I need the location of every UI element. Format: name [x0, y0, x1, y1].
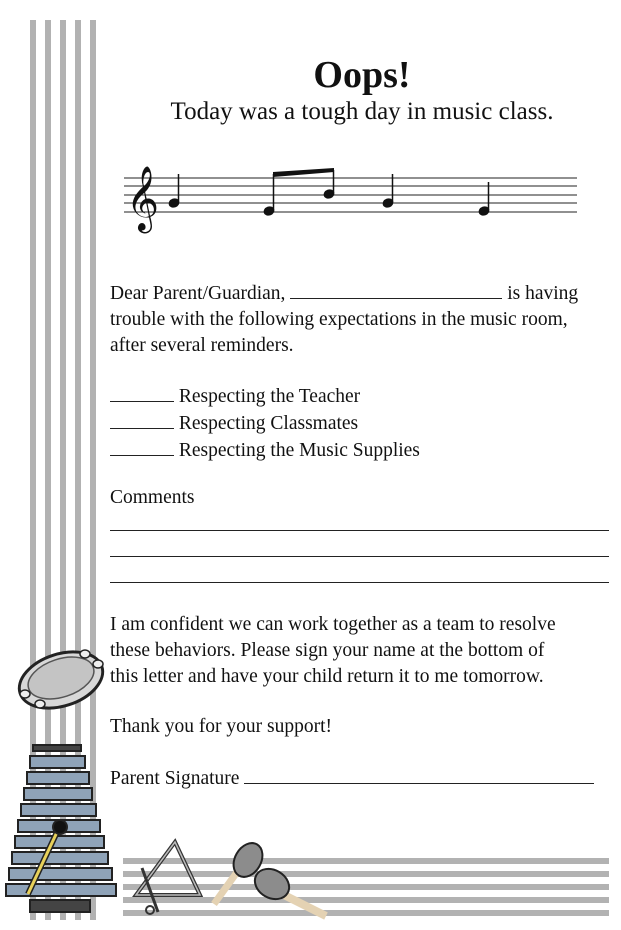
student-name-blank[interactable] [290, 280, 502, 299]
comment-line[interactable] [110, 530, 609, 531]
triangle-instrument-icon [136, 842, 200, 914]
checklist-item [110, 383, 615, 410]
treble-clef-icon: 𝄞 [126, 166, 160, 231]
checklist-blank[interactable] [110, 383, 174, 402]
closing-paragraph [110, 612, 615, 690]
checklist-label: Respecting Classmates [178, 413, 359, 434]
page-subtitle: Today was a tough day in music class. [170, 98, 554, 125]
signature-line[interactable] [244, 765, 594, 784]
intro-line-3: after several reminders. [110, 335, 294, 356]
intro-paragraph [110, 280, 615, 359]
closing-line-2: these behaviors. Please sign your name at the bottom of [110, 640, 545, 661]
comment-line[interactable] [110, 582, 609, 583]
signature-row [110, 765, 615, 792]
checklist-blank[interactable] [110, 410, 174, 429]
music-staff [124, 178, 577, 212]
closing-line-3: this letter and have your child return it to me tomorrow. [110, 666, 544, 687]
intro-suffix: is having [507, 283, 579, 304]
page-title: Oops! [313, 54, 411, 96]
signature-label: Parent Signature [110, 768, 240, 789]
checklist-blank[interactable] [110, 437, 174, 456]
checklist-label: Respecting the Teacher [178, 386, 361, 407]
thanks-line: Thank you for your support! [110, 716, 333, 737]
comments-label: Comments [110, 487, 195, 508]
comment-line[interactable] [110, 556, 609, 557]
intro-line-2: trouble with the following expectations in the music room, [110, 309, 568, 330]
intro-line-1 [110, 280, 615, 307]
checklist-item [110, 410, 615, 437]
music-notes [168, 168, 490, 216]
checklist-item [110, 437, 615, 464]
expectations-checklist [110, 383, 615, 464]
greeting: Dear Parent/Guardian, [110, 283, 286, 304]
checklist-label: Respecting the Music Supplies [178, 440, 420, 461]
closing-line-1: I am confident we can work together as a team to resolve [110, 614, 556, 635]
